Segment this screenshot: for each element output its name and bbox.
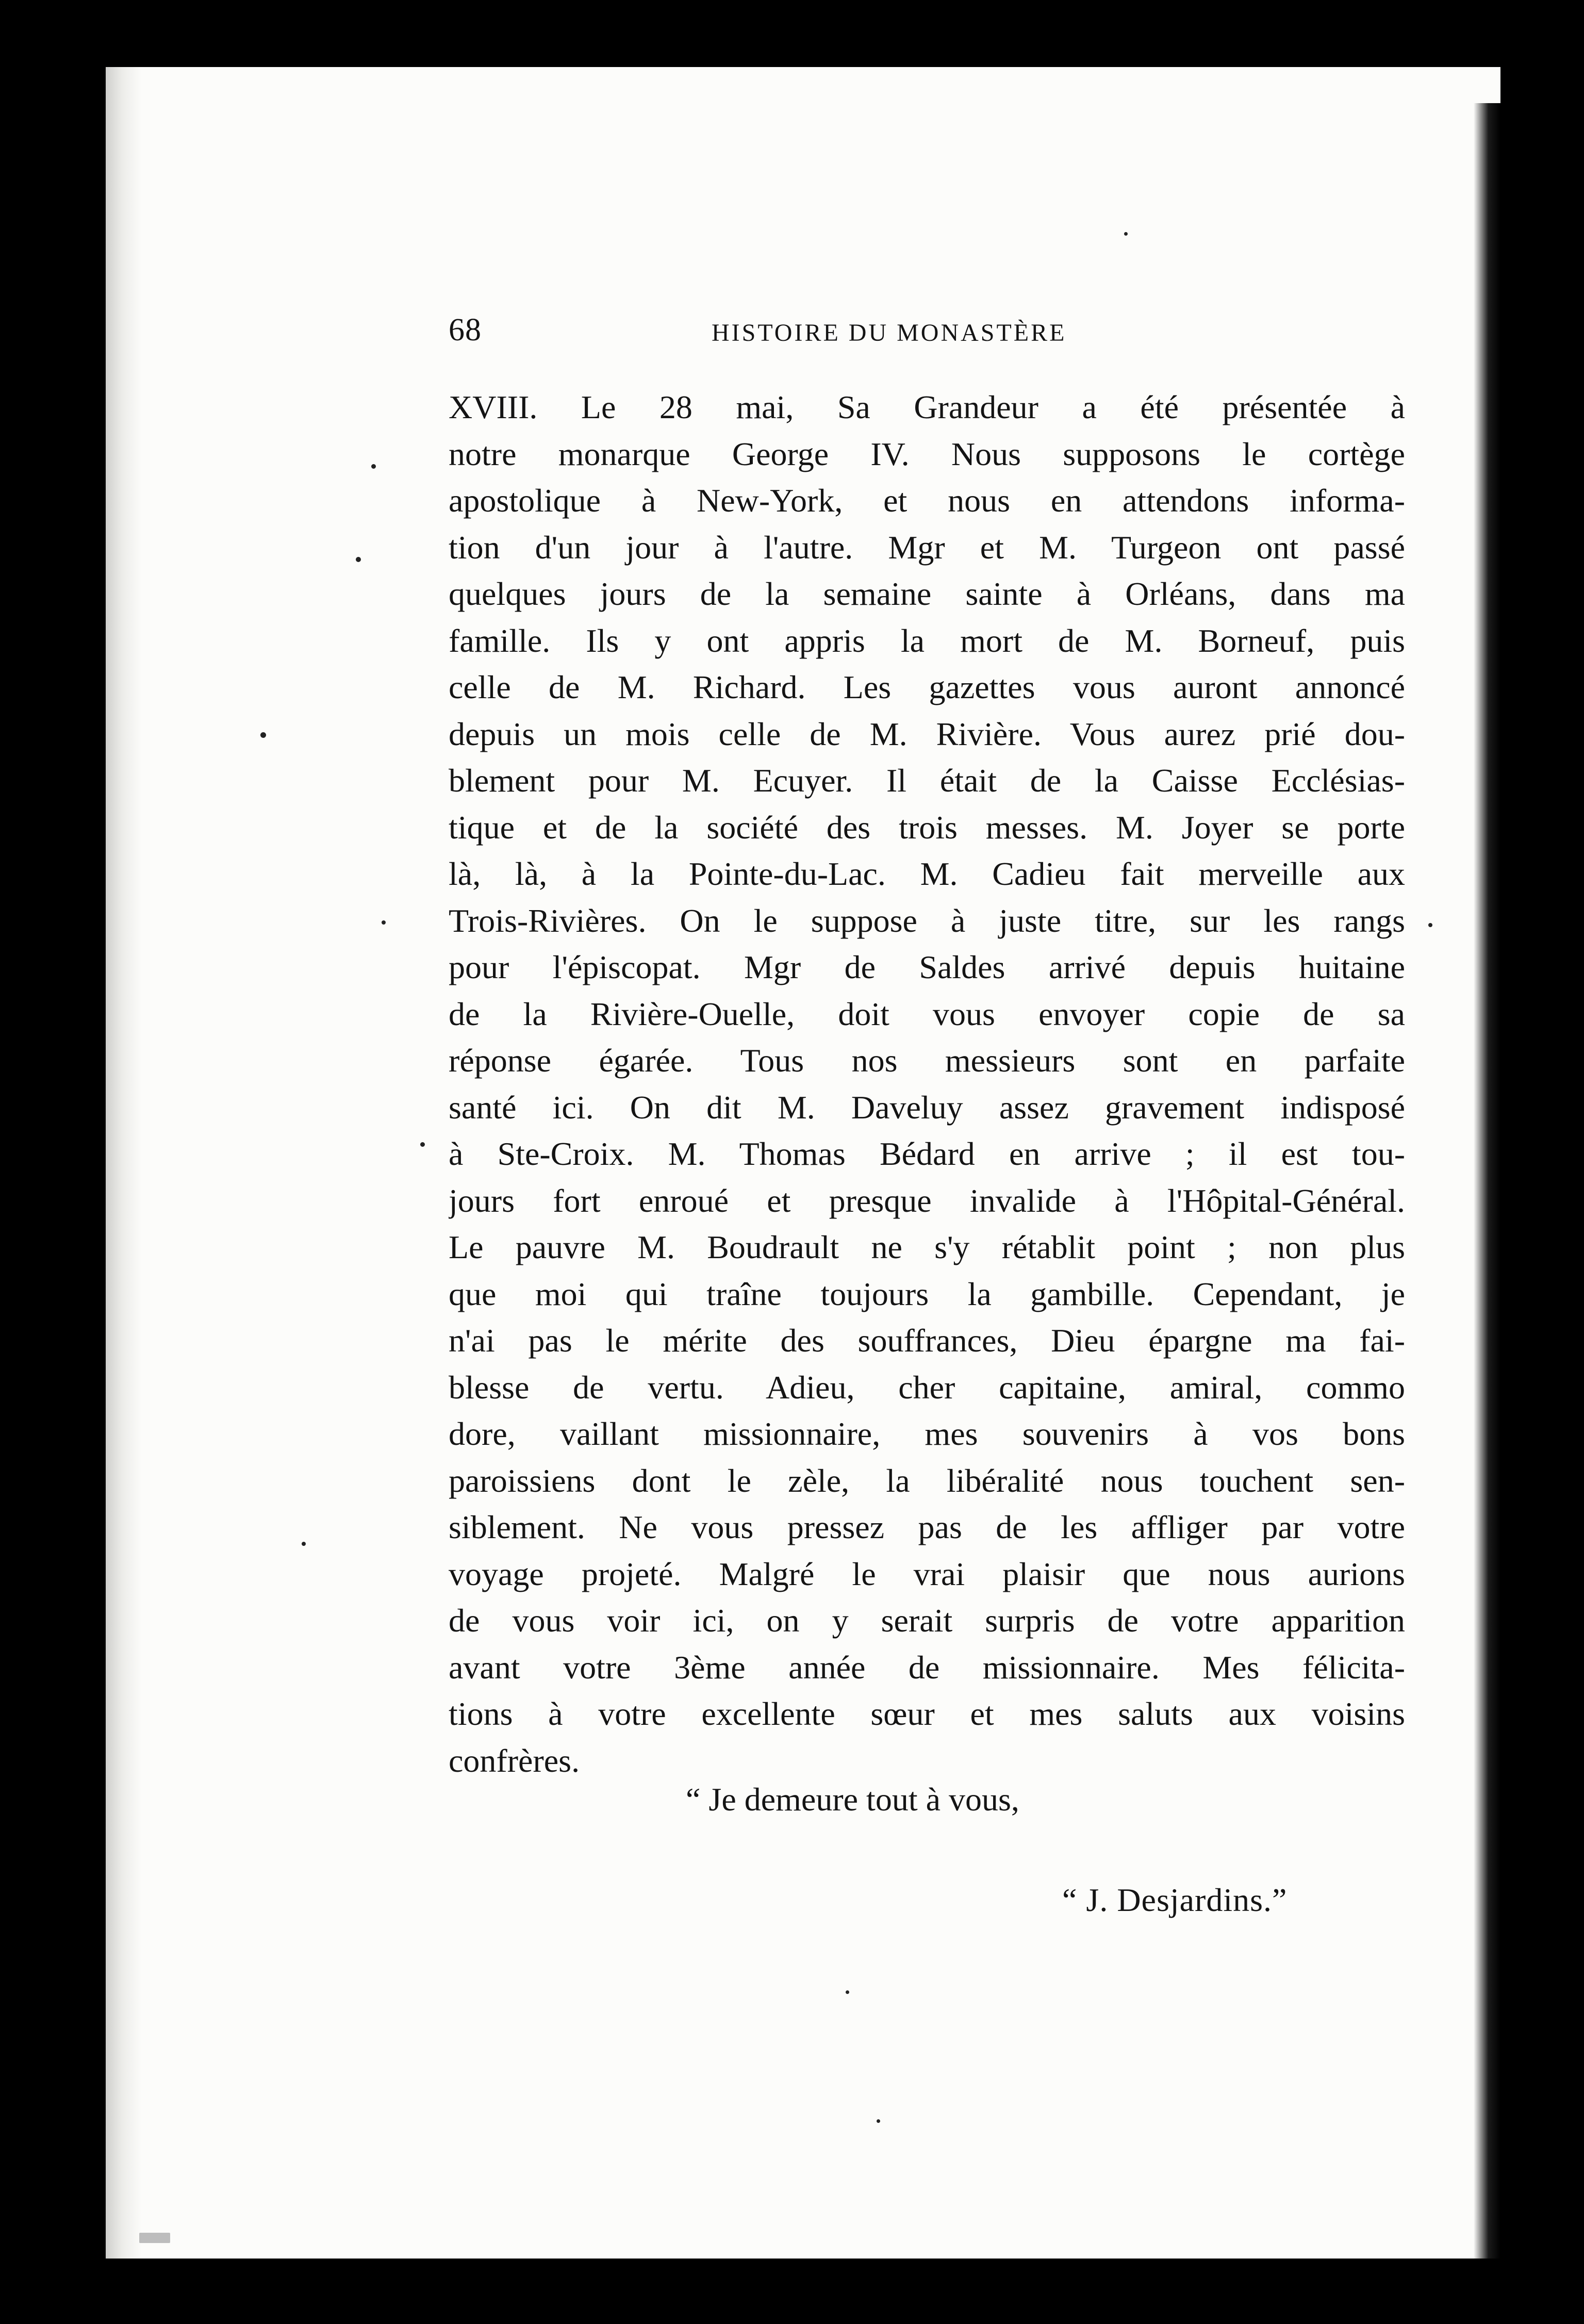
text-line: XVIII. Le 28 mai, Sa Grandeur a été présentée à bbox=[449, 389, 1405, 425]
page-gutter-shadow bbox=[106, 67, 142, 2259]
text-line: depuis un mois celle de M. Rivière. Vous aurez prié dou- bbox=[449, 715, 1405, 752]
running-title: HISTOIRE DU MONASTÈRE bbox=[712, 319, 1067, 347]
page-header bbox=[449, 307, 1408, 353]
text-line: paroissiens dont le zèle, la libéralité nous touchent sen- bbox=[449, 1462, 1405, 1499]
text-line: siblement. Ne vous pressez pas de les affliger par votre bbox=[449, 1509, 1405, 1545]
text-line: Trois-Rivières. On le suppose à juste titre, sur les rangs bbox=[449, 902, 1405, 939]
text-line: réponse égarée. Tous nos messieurs sont en parfaite bbox=[449, 1042, 1405, 1079]
scan-speck bbox=[371, 464, 376, 469]
text-line: celle de M. Richard. Les gazettes vous auront annoncé bbox=[449, 669, 1405, 705]
scan-speck bbox=[846, 1990, 849, 1994]
scan-speck bbox=[302, 1542, 306, 1546]
scan-speck bbox=[382, 920, 386, 925]
text-line: avant votre 3ème année de missionnaire. Mes félicita- bbox=[449, 1649, 1405, 1686]
text-line: Le pauvre M. Boudrault ne s'y rétablit point ; non plus bbox=[449, 1229, 1405, 1265]
text-line: tions à votre excellente sœur et mes saluts aux voisins bbox=[449, 1695, 1405, 1732]
scan-speck bbox=[139, 2233, 170, 2243]
page-edge-shadow bbox=[1474, 103, 1500, 2259]
scan-speck bbox=[260, 732, 266, 738]
text-line: dore, vaillant missionnaire, mes souvenirs à vos bons bbox=[449, 1415, 1405, 1452]
page-number: 68 bbox=[449, 312, 482, 348]
text-line: santé ici. On dit M. Daveluy assez gravement indisposé bbox=[449, 1089, 1405, 1126]
text-line: quelques jours de la semaine sainte à Orléans, dans ma bbox=[449, 575, 1405, 612]
text-line: que moi qui traîne toujours la gambille. Cependant, je bbox=[449, 1275, 1405, 1312]
text-line: jours fort enroué et presque invalide à l'Hôpital-Général. bbox=[449, 1182, 1405, 1219]
text-line: blement pour M. Ecuyer. Il était de la Caisse Ecclésias- bbox=[449, 762, 1405, 799]
text-line: apostolique à New-York, et nous en attendons informa- bbox=[449, 482, 1405, 519]
signature: “ J. Desjardins.” bbox=[1062, 1882, 1288, 1918]
text-line: tion d'un jour à l'autre. Mgr et M. Turgeon ont passé bbox=[449, 529, 1405, 566]
scan-speck bbox=[1428, 923, 1432, 927]
text-line: tique et de la société des trois messes. M. Joyer se porte bbox=[449, 809, 1405, 846]
scan-speck bbox=[1124, 232, 1128, 236]
closing-salutation: “ Je demeure tout à vous, bbox=[686, 1781, 1019, 1818]
text-line: blesse de vertu. Adieu, cher capitaine, amiral, commo bbox=[449, 1369, 1405, 1406]
text-line: confrères. bbox=[449, 1742, 580, 1779]
text-line: n'ai pas le mérite des souffrances, Dieu épargne ma fai- bbox=[449, 1322, 1405, 1359]
text-line: de vous voir ici, on y serait surpris de votre apparition bbox=[449, 1602, 1405, 1639]
text-line: notre monarque George IV. Nous supposons le cortège bbox=[449, 435, 1405, 472]
text-line: là, là, à la Pointe-du-Lac. M. Cadieu fait merveille aux bbox=[449, 855, 1405, 892]
text-line: à Ste-Croix. M. Thomas Bédard en arrive ; il est tou- bbox=[449, 1135, 1405, 1172]
text-line: famille. Ils y ont appris la mort de M. Borneuf, puis bbox=[449, 622, 1405, 659]
text-line: de la Rivière-Ouelle, doit vous envoyer copie de sa bbox=[449, 995, 1405, 1032]
scan-speck bbox=[356, 557, 361, 562]
body-text bbox=[449, 384, 1405, 1784]
text-line: voyage projeté. Malgré le vrai plaisir que nous aurions bbox=[449, 1555, 1405, 1592]
scan-speck bbox=[420, 1142, 425, 1147]
text-line: pour l'épiscopat. Mgr de Saldes arrivé depuis huitaine bbox=[449, 949, 1405, 985]
scan-speck bbox=[877, 2119, 880, 2123]
